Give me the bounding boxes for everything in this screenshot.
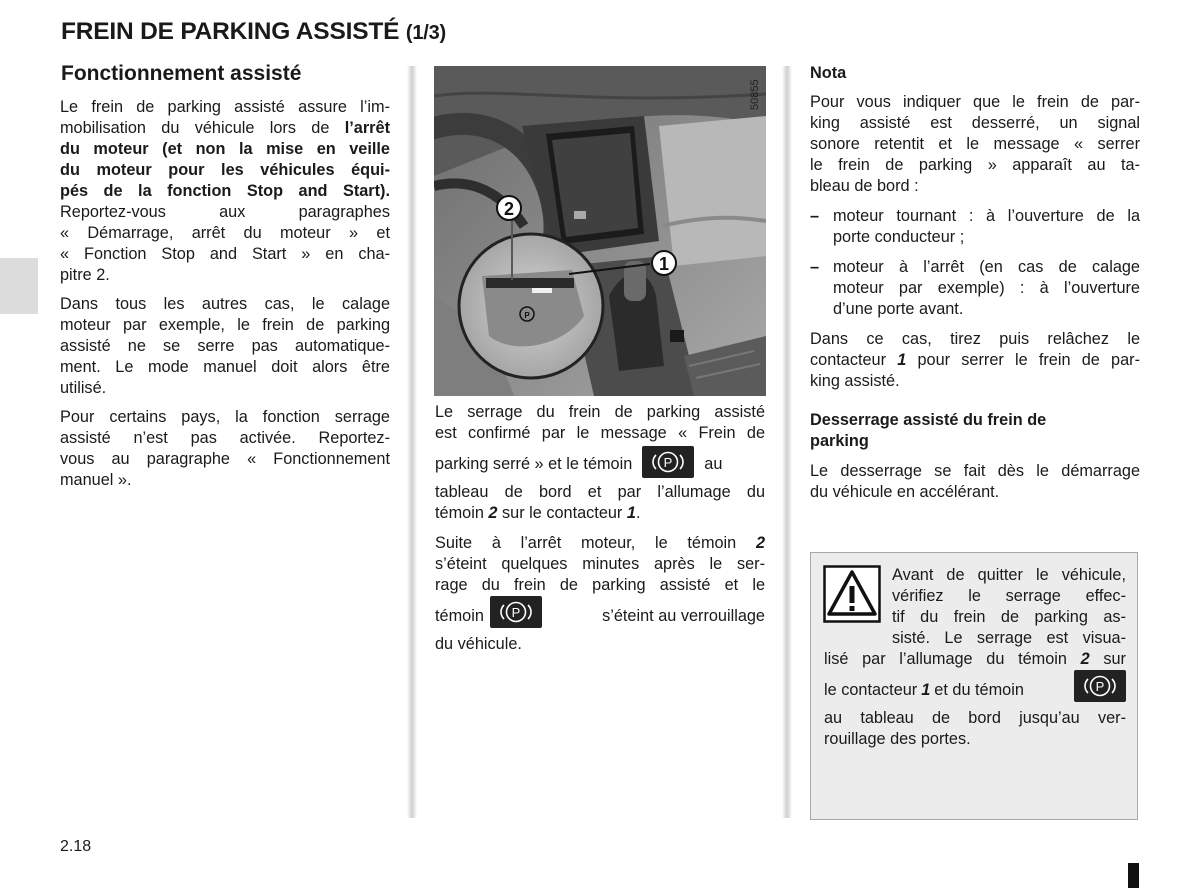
warning-text-bottom (824, 649, 1126, 750)
text-line: Dans tous les autres cas, le calage (60, 295, 390, 313)
parking-brake-warning-icon (490, 596, 542, 628)
text-line: lisé par l’allumage du témoin 2 sur (824, 650, 1126, 668)
text-line: parking serré » et le témoin P au (435, 446, 765, 482)
text-line: Le frein de parking assisté assure l’im- (60, 98, 390, 116)
text-line: Avant de quitter le véhicule, (892, 566, 1126, 584)
page-edge-marker (1128, 863, 1139, 888)
text-line: assisté ne se serre pas automatique- (60, 337, 390, 355)
title-suffix: (1/3) (405, 22, 446, 44)
image-reference: 50855 (749, 79, 761, 110)
callout-2: 2 (503, 199, 515, 219)
text-line: manuel ». (60, 471, 132, 489)
text-line: le frein de parking » apparaît au ta- (810, 156, 1140, 174)
text-line: rage du frein de parking assisté et le (435, 576, 765, 594)
middle-column-text (435, 402, 765, 655)
text-line: sonore retentit et le message « serrer (810, 135, 1140, 153)
text-line: Le desserrage se fait dès le démarrage (810, 462, 1140, 480)
text-line: mobilisation du véhicule lors de l’arrêt (60, 119, 390, 137)
chapter-tab (0, 258, 38, 314)
text-line: pés de la fonction Stop and Start). (60, 182, 390, 200)
text-line: king assisté. (810, 372, 900, 390)
title-main: FREIN DE PARKING ASSISTÉ (61, 18, 400, 45)
bullet-dash: – (810, 207, 820, 225)
svg-text:P: P (511, 605, 521, 620)
column-divider-left (407, 66, 417, 818)
text-line: porte conducteur ; (833, 228, 965, 246)
nota-heading: Nota (810, 64, 847, 82)
release-heading: parking (810, 432, 869, 450)
text-line: Dans ce cas, tirez puis relâchez le (810, 330, 1140, 348)
text-line: au tableau de bord jusqu’au ver- (824, 709, 1126, 727)
svg-text:P: P (524, 311, 530, 320)
text-line: du moteur (et non la mise en veille (60, 140, 390, 158)
text-line: moteur par exemple, le frein de parking (60, 316, 390, 334)
page-number: 2.18 (60, 838, 92, 855)
left-column-text (60, 97, 390, 491)
text-line: tif du frein de parking as- (892, 608, 1126, 626)
text-line: sisté. Le serrage est visua- (892, 629, 1126, 647)
dashboard-console-illustration (434, 66, 766, 396)
text-line: du véhicule. (435, 635, 522, 653)
warning-text-top (892, 565, 1126, 649)
text-line: ment. Le mode manuel doit alors être (60, 358, 390, 376)
parking-brake-warning-icon (1074, 670, 1126, 702)
text-line: bleau de bord : (810, 177, 919, 195)
text-line: témoin P s’éteint au verrouillage (435, 598, 765, 634)
page-title (61, 18, 446, 46)
bullet-item (810, 257, 1140, 320)
text-line: est confirmé par le message « Frein de (435, 424, 765, 442)
warning-triangle-icon (823, 565, 881, 623)
text-line: rouillage des portes. (824, 730, 971, 748)
text-line: Le serrage du frein de parking assisté (435, 403, 765, 421)
text-line: Reportez-vous aux paragraphes (60, 203, 390, 221)
parking-brake-warning-icon (642, 446, 694, 478)
text-line: king assisté est desserré, un signal (810, 114, 1140, 132)
text-line: Pour vous indiquer que le frein de par- (810, 93, 1140, 111)
text-line: utilisé. (60, 379, 107, 397)
text-line: tableau de bord et par l’allumage du (435, 483, 765, 501)
text-line: Pour certains pays, la fonction serrage (60, 408, 390, 426)
text-line: témoin 2 sur le contacteur 1. (435, 504, 641, 522)
text-line: assisté n’est pas activée. Reportez- (60, 429, 390, 447)
text-line: s’éteint quelques minutes après le ser- (435, 555, 765, 573)
text-line: d’une porte avant. (833, 300, 964, 318)
bullet-item (810, 206, 1140, 248)
text-line: « Démarrage, arrêt du moteur » et (60, 224, 390, 242)
text-line: vérifiez le serrage effec- (892, 587, 1126, 605)
text-line: le contacteur 1 et du témoin P (824, 672, 1126, 708)
text-line: pitre 2. (60, 266, 110, 284)
text-line: Suite à l’arrêt moteur, le témoin 2 (435, 534, 765, 552)
text-line: moteur par exemple) : à l’ouverture (833, 279, 1140, 297)
warning-box (810, 552, 1138, 820)
text-line: « Fonction Stop and Start » en cha- (60, 245, 390, 263)
column-divider-right (782, 66, 792, 818)
text-line: vous au paragraphe « Fonctionnement (60, 450, 390, 468)
text-line: moteur tournant : à l’ouverture de la (833, 207, 1140, 225)
section-heading: Fonctionnement assisté (61, 62, 302, 85)
right-column-text (810, 63, 1140, 503)
bullet-dash: – (810, 258, 820, 276)
text-line: du moteur pour les véhicules équi- (60, 161, 390, 179)
text-line: moteur à l’arrêt (en cas de calage (833, 258, 1140, 276)
callout-1: 1 (658, 254, 670, 274)
text-line: contacteur 1 pour serrer le frein de par- (810, 351, 1140, 369)
release-heading: Desserrage assisté du frein de (810, 411, 1047, 429)
svg-text:P: P (663, 455, 673, 470)
svg-text:P: P (1095, 679, 1105, 694)
text-line: du véhicule en accélérant. (810, 483, 1000, 501)
